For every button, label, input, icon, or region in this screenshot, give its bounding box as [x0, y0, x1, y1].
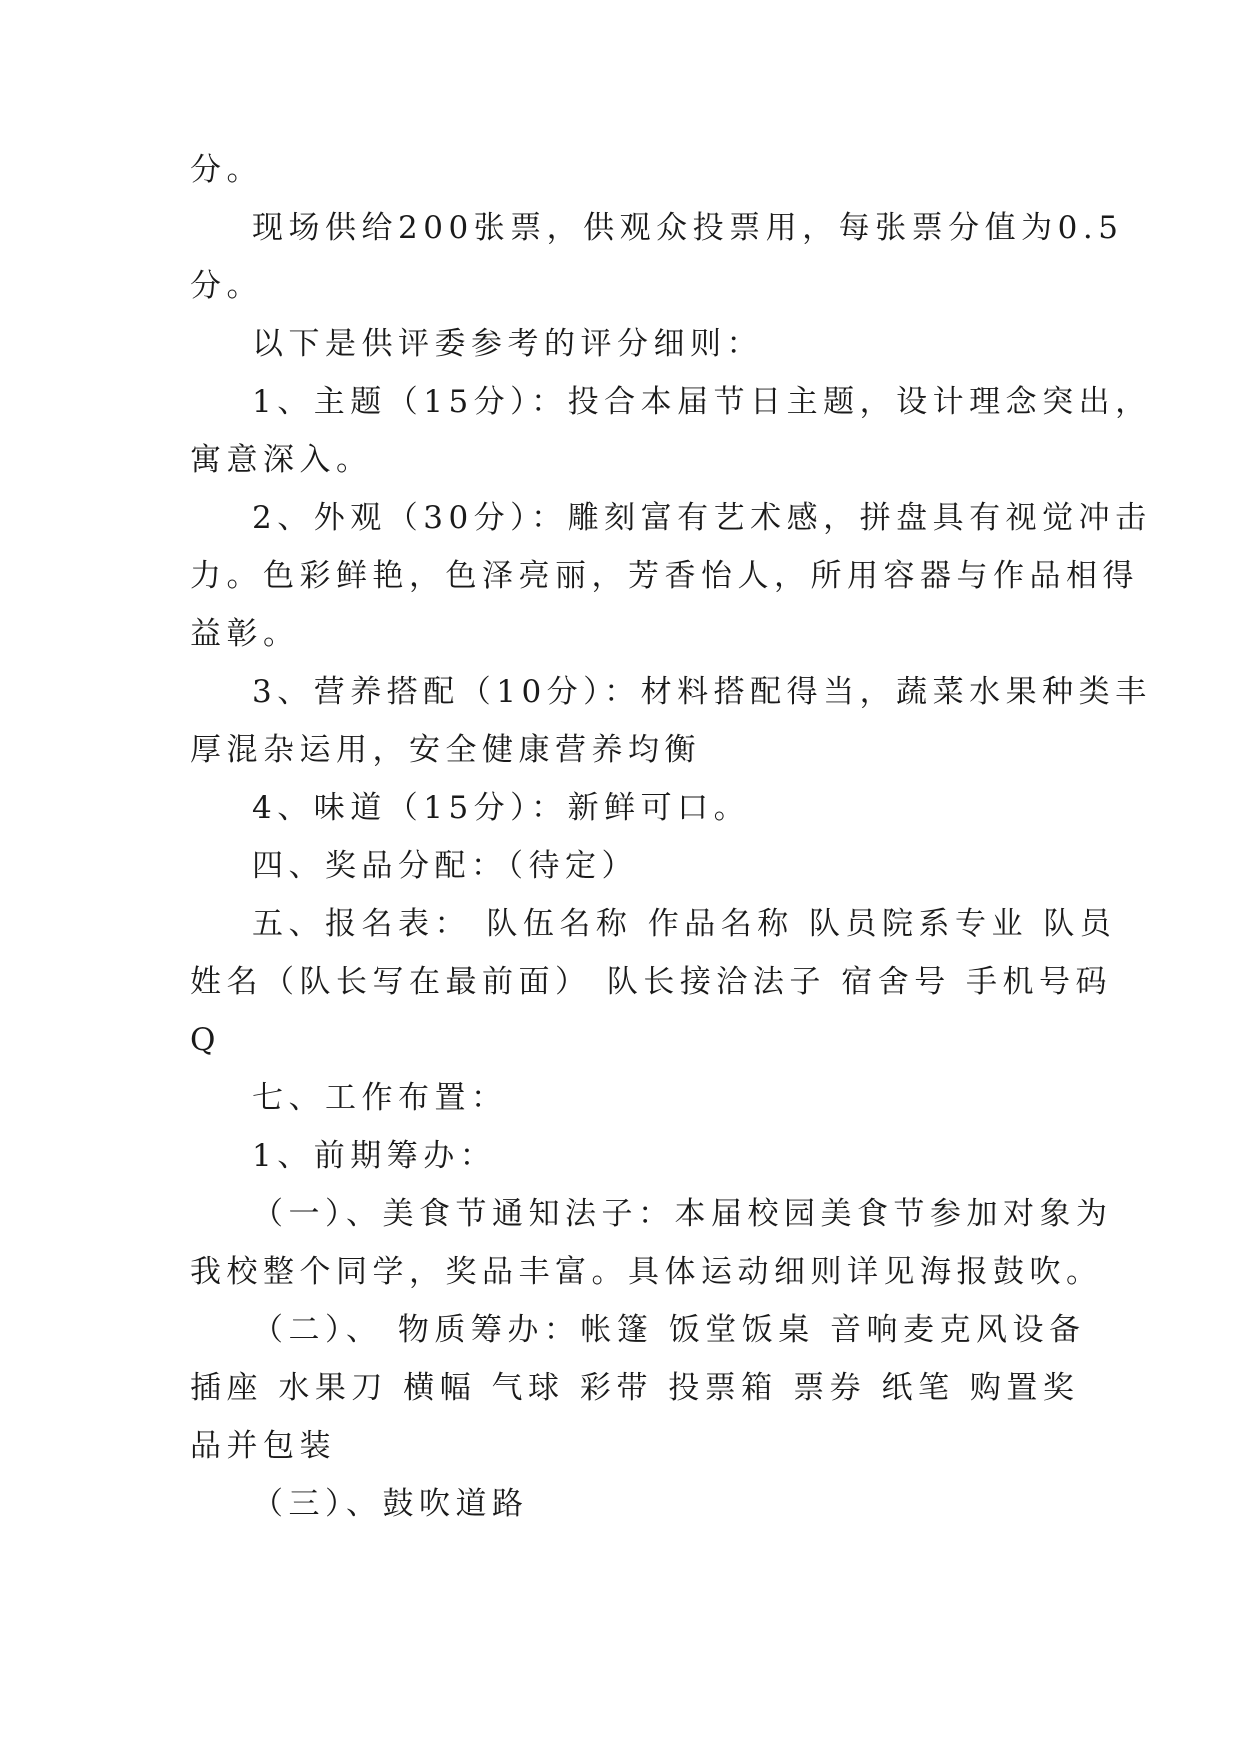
text-line: 现场供给200张票，供观众投票用，每张票分值为0.5: [252, 210, 1124, 246]
text-line: 品并包装: [190, 1428, 336, 1464]
text-line: 2、外观（30分）：雕刻富有艺术感，拼盘具有视觉冲击: [252, 500, 1152, 536]
text-line: 四、奖品分配：（待定）: [252, 848, 638, 884]
text-line: 以下是供评委参考的评分细则：: [252, 326, 763, 362]
text-line: 寓意深入。: [190, 442, 373, 478]
text-line: （二）、 物质筹办：帐篷 饭堂饭桌 音响麦克风设备: [252, 1312, 1086, 1348]
text-line: 我校整个同学，奖品丰富。具体运动细则详见海报鼓吹。: [190, 1254, 1103, 1290]
text-line: 厚混杂运用，安全健康营养均衡: [190, 732, 701, 768]
text-line: （三）、鼓吹道路: [252, 1486, 529, 1522]
text-line: 姓名（队长写在最前面） 队长接洽法子 宿舍号 手机号码: [190, 964, 1113, 1000]
text-line: 力。色彩鲜艳，色泽亮丽，芳香怡人，所用容器与作品相得: [190, 558, 1139, 594]
text-line: Q: [190, 1022, 221, 1058]
text-line: 分。: [190, 268, 263, 304]
text-line: 插座 水果刀 横幅 气球 彩带 投票箱 票券 纸笔 购置奖: [190, 1370, 1080, 1406]
text-line: 五、报名表： 队伍名称 作品名称 队员院系专业 队员: [252, 906, 1117, 942]
text-line: 4、味道（15分）：新鲜可口。: [252, 790, 751, 826]
text-line: 七、工作布置：: [252, 1080, 508, 1116]
text-line: 1、前期筹办：: [252, 1138, 497, 1174]
text-line: 益彰。: [190, 616, 300, 652]
text-line: 分。: [190, 152, 263, 188]
text-line: （一）、美食节通知法子：本届校园美食节参加对象为: [252, 1196, 1113, 1232]
text-line: 1、主题（15分）：投合本届节日主题，设计理念突出，: [252, 384, 1152, 420]
text-line: 3、营养搭配（10分）：材料搭配得当，蔬菜水果种类丰: [252, 674, 1152, 710]
